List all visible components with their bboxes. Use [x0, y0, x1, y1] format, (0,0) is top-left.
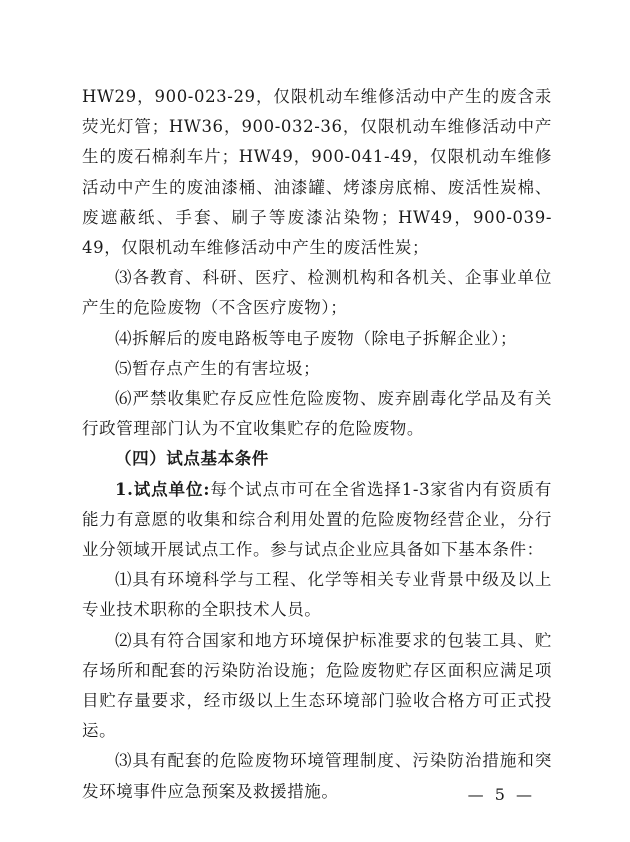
paragraph-pilot-unit	[82, 475, 552, 566]
paragraph-condition-3: ⑶具有配套的危险废物环境管理制度、污染防治措施和突发环境事件应急预案及救援措施。	[82, 751, 552, 801]
pilot-unit-label: 1.试点单位:	[115, 479, 211, 499]
paragraph-hw-codes: HW29，900-023-29，仅限机动车维修活动中产生的废含汞荧光灯管；HW36，900-032-36，仅限机动车维修活动中产生的废石棉刹车片；HW49，900-041-49，仅限机动车维修活动中产生的废油漆桶、油漆罐、烤漆房底棉、废活性炭棉、废遮蔽纸、手套、刷子等废漆沾染物；HW49，900-039-49，仅限机动车维修活动中产生的废活性炭；	[82, 87, 552, 258]
body-text	[82, 82, 552, 807]
paragraph-item-3: ⑶各教育、科研、医疗、检测机构和各机关、企事业单位产生的危险废物（不含医疗废物）；	[82, 268, 552, 318]
pilot-unit-text: 每个试点市可在全省选择1-3家省内有资质有能力有意愿的收集和综合利用处置的危险废物经营企业，分行业分领域开展试点工作。参与试点企业应具备如下基本条件：	[82, 479, 552, 560]
paragraph-item-6: ⑹严禁收集贮存反应性危险废物、废弃剧毒化学品及有关行政管理部门认为不宜收集贮存的危险废物。	[82, 389, 552, 439]
paragraph-condition-2: ⑵具有符合国家和地方环境保护标准要求的包装工具、贮存场所和配套的污染防治设施；危险废物贮存区面积应满足项目贮存量要求，经市级以上生态环境部门验收合格方可正式投运。	[82, 630, 552, 741]
page-number: — 5 —	[467, 785, 535, 804]
paragraph-item-4: ⑷拆解后的废电路板等电子废物（除电子拆解企业）；	[115, 328, 518, 348]
paragraph-condition-1: ⑴具有环境科学与工程、化学等相关专业背景中级及以上专业技术职称的全职技术人员。	[82, 570, 552, 620]
paragraph-item-5: ⑸暂存点产生的有害垃圾；	[115, 358, 321, 378]
section-heading-4: （四）试点基本条件	[115, 449, 269, 469]
